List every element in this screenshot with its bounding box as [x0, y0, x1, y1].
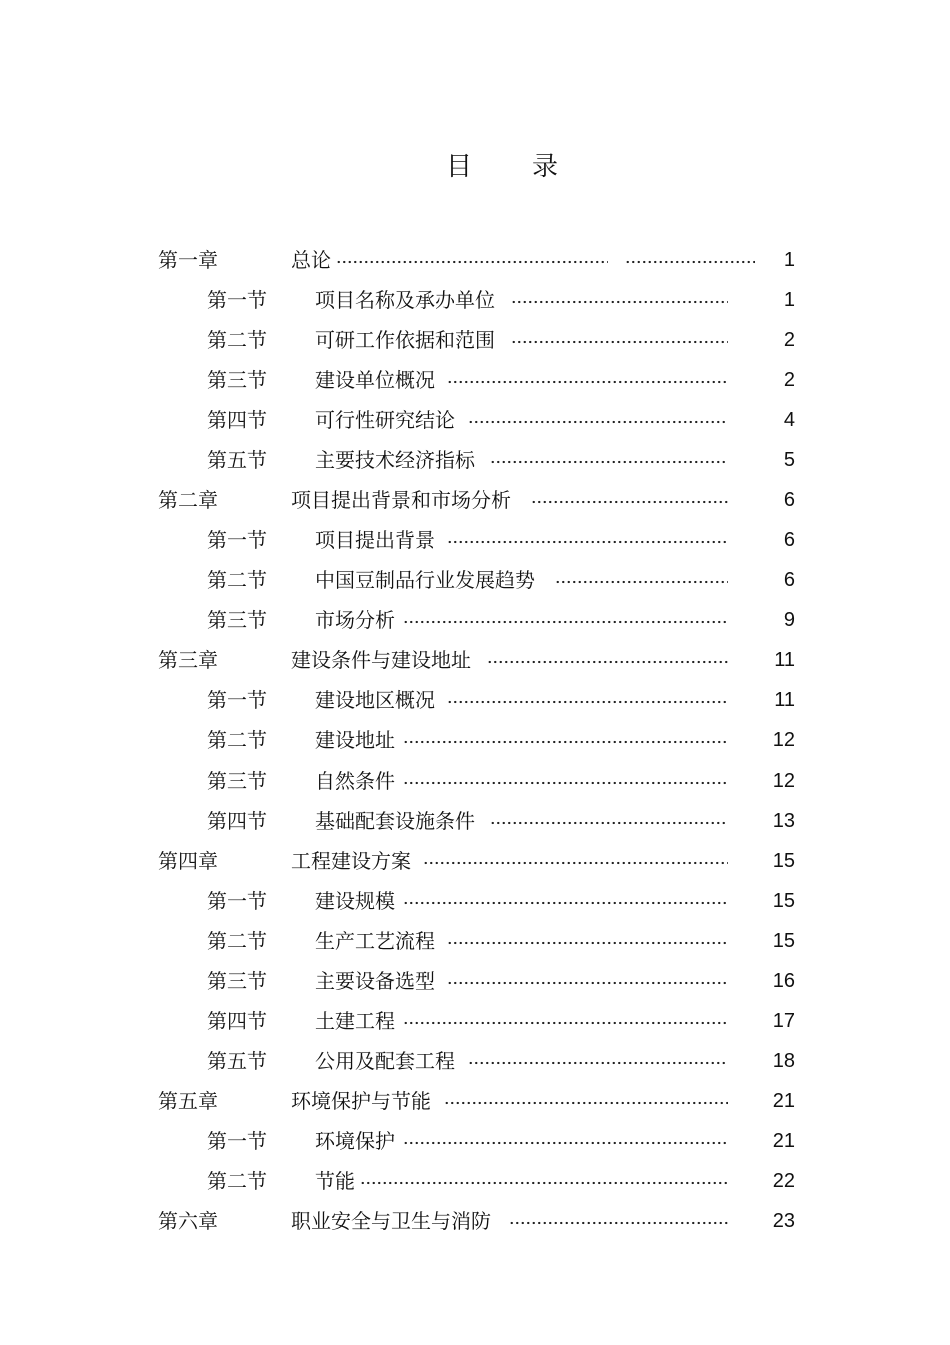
section-title: 中国豆制品行业发展趋势	[315, 568, 535, 593]
toc-section-row[interactable]	[0, 886, 950, 916]
dot-leader	[447, 379, 728, 385]
dot-leader	[403, 1020, 728, 1026]
chapter-number: 第一章	[158, 248, 218, 272]
chapter-number: 第五章	[158, 1088, 218, 1113]
section-number: 第三节	[207, 368, 267, 393]
dot-leader	[360, 1180, 728, 1186]
section-number: 第二节	[207, 928, 267, 953]
section-number: 第三节	[207, 768, 267, 793]
section-title: 建设单位概况	[315, 368, 435, 393]
section-title: 项目提出背景	[315, 528, 435, 553]
page-number: 1	[783, 289, 795, 312]
dot-leader	[555, 579, 728, 585]
dot-leader	[490, 459, 728, 465]
page-number: 1	[783, 249, 795, 271]
chapter-title: 建设条件与建设地址	[291, 648, 471, 673]
chapter-number: 第六章	[158, 1208, 218, 1233]
section-title: 土建工程	[315, 1008, 395, 1033]
page-number: 22	[772, 1169, 795, 1192]
section-number: 第四节	[207, 408, 267, 433]
dot-leader	[403, 1140, 728, 1146]
section-title: 环境保护	[315, 1128, 395, 1153]
toc-section-row[interactable]	[0, 525, 950, 555]
page-number: 21	[772, 1089, 795, 1112]
page-number: 16	[772, 969, 795, 992]
toc-section-row[interactable]	[0, 405, 950, 435]
section-number: 第二节	[207, 328, 267, 353]
page-number: 2	[783, 329, 795, 352]
section-number: 第二节	[207, 568, 267, 593]
dot-leader	[511, 339, 728, 345]
page-number: 15	[772, 929, 795, 952]
section-number: 第三节	[207, 608, 267, 633]
dot-leader	[444, 1100, 728, 1106]
page-number: 9	[783, 609, 795, 632]
page-number: 11	[774, 689, 795, 712]
section-number: 第五节	[207, 448, 267, 473]
section-title: 建设规模	[315, 888, 395, 913]
dot-leader	[447, 699, 728, 705]
page-number: 12	[772, 769, 795, 792]
page-number: 23	[772, 1209, 795, 1232]
section-title: 生产工艺流程	[315, 928, 435, 953]
toc-section-row[interactable]	[0, 806, 950, 836]
toc-section-row[interactable]	[0, 445, 950, 475]
toc-section-row[interactable]	[0, 966, 950, 996]
chapter-title: 工程建设方案	[291, 848, 411, 873]
toc-chapter-row[interactable]	[0, 485, 950, 515]
page-number: 6	[783, 569, 795, 592]
section-number: 第二节	[207, 728, 267, 753]
chapter-title: 职业安全与卫生与消防	[291, 1208, 491, 1233]
section-title: 项目名称及承办单位	[315, 288, 495, 313]
section-number: 第一节	[207, 888, 267, 913]
section-title: 建设地区概况	[315, 688, 435, 713]
dot-leader	[447, 940, 728, 946]
section-number: 第一节	[207, 528, 267, 553]
title-char-1: 目	[446, 152, 473, 182]
dot-leader	[487, 659, 728, 665]
chapter-title: 总论	[291, 248, 331, 272]
section-title: 建设地址	[315, 728, 395, 753]
toc-chapter-row[interactable]	[0, 1206, 950, 1236]
page-number: 15	[772, 849, 795, 872]
toc-section-row[interactable]	[0, 365, 950, 395]
toc-chapter-row[interactable]	[0, 846, 950, 876]
dot-leader	[468, 1060, 728, 1066]
dot-leader	[531, 499, 728, 505]
page-number: 6	[783, 529, 795, 552]
page-number: 6	[783, 489, 795, 512]
page-number: 21	[772, 1129, 795, 1152]
section-number: 第二节	[207, 1168, 267, 1193]
page-number: 18	[772, 1049, 795, 1072]
dot-leader	[403, 780, 728, 786]
page-number: 4	[783, 409, 795, 432]
chapter-number: 第四章	[158, 848, 218, 873]
dot-leader	[509, 1220, 728, 1226]
chapter-title: 项目提出背景和市场分析	[291, 488, 511, 513]
chapter-number: 第三章	[158, 648, 218, 673]
toc-section-row[interactable]	[0, 285, 950, 315]
section-title: 基础配套设施条件	[315, 808, 475, 833]
dot-leader	[336, 259, 608, 265]
section-title: 公用及配套工程	[315, 1048, 455, 1073]
dot-leader	[468, 419, 728, 425]
toc-section-row[interactable]	[0, 926, 950, 956]
toc-chapter-row[interactable]	[0, 245, 950, 275]
toc-section-row[interactable]	[0, 766, 950, 796]
dot-leader	[403, 739, 728, 745]
toc-section-row[interactable]	[0, 685, 950, 715]
dot-leader	[423, 860, 728, 866]
page-number: 11	[774, 649, 795, 672]
section-title: 自然条件	[315, 768, 395, 793]
chapter-title: 环境保护与节能	[291, 1088, 431, 1113]
page-number: 13	[772, 809, 795, 832]
toc-section-row[interactable]	[0, 605, 950, 635]
title-char-2: 录	[532, 152, 559, 182]
dot-leader	[490, 820, 728, 826]
section-number: 第四节	[207, 808, 267, 833]
toc-section-row[interactable]	[0, 725, 950, 755]
page-number: 2	[783, 369, 795, 392]
toc-section-row[interactable]	[0, 1006, 950, 1036]
toc-section-row[interactable]	[0, 325, 950, 355]
page-number: 5	[783, 449, 795, 472]
section-title: 市场分析	[315, 608, 395, 633]
page-number: 17	[772, 1009, 795, 1032]
section-title: 可研工作依据和范围	[315, 328, 495, 353]
toc-chapter-row[interactable]	[0, 1086, 950, 1116]
page-number: 12	[772, 729, 795, 752]
dot-leader	[625, 259, 755, 265]
dot-leader	[447, 980, 728, 986]
toc-chapter-row[interactable]	[0, 645, 950, 675]
page-number: 15	[772, 889, 795, 912]
toc-section-row[interactable]	[0, 1126, 950, 1156]
dot-leader	[511, 299, 728, 305]
section-number: 第五节	[207, 1048, 267, 1073]
toc-section-row[interactable]	[0, 1046, 950, 1076]
section-number: 第一节	[207, 1128, 267, 1153]
section-title: 节能	[315, 1168, 355, 1193]
section-number: 第四节	[207, 1008, 267, 1033]
dot-leader	[403, 619, 728, 625]
section-number: 第一节	[207, 288, 267, 313]
chapter-number: 第二章	[158, 488, 218, 513]
section-number: 第三节	[207, 968, 267, 993]
section-title: 可行性研究结论	[315, 408, 455, 433]
dot-leader	[447, 539, 728, 545]
section-title: 主要技术经济指标	[315, 448, 475, 473]
dot-leader	[403, 900, 728, 906]
toc-section-row[interactable]	[0, 1166, 950, 1196]
section-title: 主要设备选型	[315, 968, 435, 993]
toc-section-row[interactable]	[0, 565, 950, 595]
section-number: 第一节	[207, 688, 267, 713]
